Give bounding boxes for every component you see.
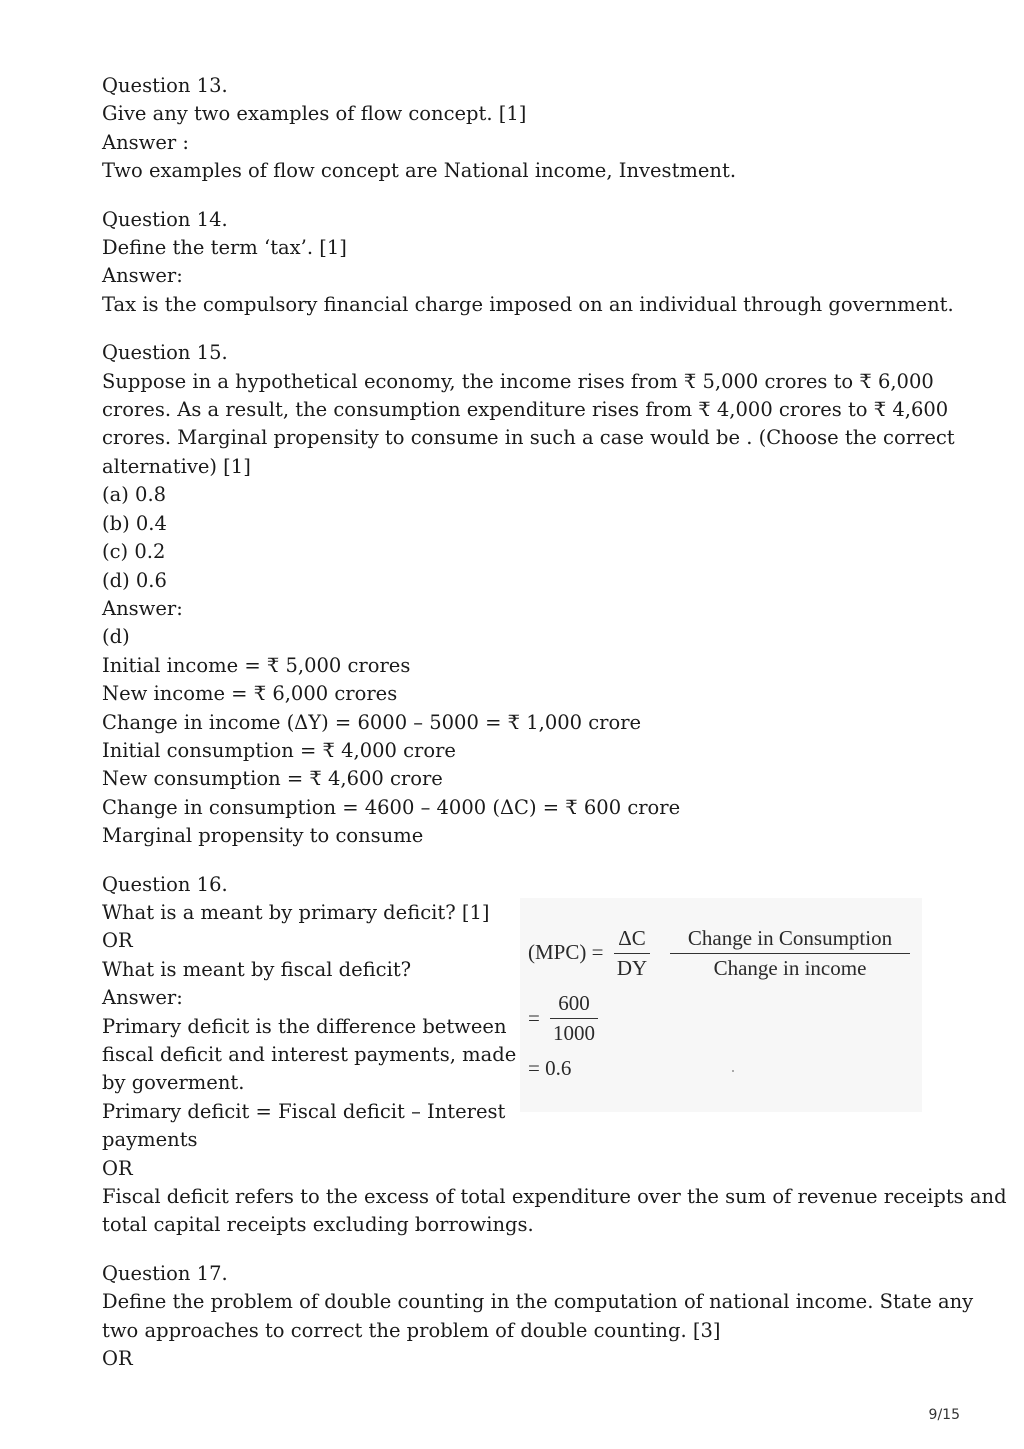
answer-line: (d) — [102, 625, 130, 649]
answer-line: by goverment. — [102, 1071, 245, 1095]
delta-fraction — [614, 926, 650, 981]
question-text: Give any two examples of flow concept. [1] — [102, 102, 527, 126]
option-a: (a) 0.8 — [102, 483, 167, 507]
alt-answer-line: total capital receipts excluding borrowings. — [102, 1213, 534, 1237]
answer-line: Primary deficit = Fiscal deficit – Interest — [102, 1099, 506, 1123]
or-separator: OR — [102, 929, 133, 953]
option-c: (c) 0.2 — [102, 540, 166, 564]
calc-denominator: 1000 — [553, 1021, 595, 1045]
answer-line: Primary deficit is the difference between — [102, 1014, 507, 1038]
question-text-line: crores. Marginal propensity to consume in such a case would be . (Choose the correct — [102, 426, 955, 450]
question-title: Question 17. — [102, 1261, 228, 1285]
answer-label: Answer: — [102, 264, 183, 288]
answer-line: Initial income = ₹ 5,000 crores — [102, 653, 411, 677]
or-separator: OR — [102, 1156, 133, 1180]
answer-line: fiscal deficit and interest payments, made — [102, 1043, 517, 1066]
formula-result: = 0.6 — [528, 1056, 572, 1080]
question-title: Question 14. — [102, 207, 228, 231]
document-page — [102, 72, 1007, 1373]
alt-answer-line: Fiscal deficit refers to the excess of total expenditure over the sum of revenue receipts and — [102, 1185, 1007, 1209]
question-title: Question 15. — [102, 341, 228, 365]
calc-numerator: 600 — [558, 991, 590, 1015]
question-text-line: two approaches to correct the problem of double counting. [3] — [102, 1318, 721, 1342]
question-13 — [102, 72, 922, 186]
question-title: Question 16. — [102, 872, 228, 896]
option-d: (d) 0.6 — [102, 568, 167, 592]
question-15 — [102, 339, 955, 850]
answer-label: Answer: — [102, 596, 183, 620]
question-title: Question 13. — [102, 74, 228, 97]
answer-line: New income = ₹ 6,000 crores — [102, 682, 398, 706]
answer-line: Initial consumption = ₹ 4,000 crore — [102, 738, 456, 762]
delta-denominator: DY — [616, 956, 648, 980]
option-b: (b) 0.4 — [102, 511, 167, 535]
formula-equals: = — [528, 1006, 540, 1030]
formula-lhs: (MPC) = — [528, 940, 604, 964]
or-separator: OR — [102, 1347, 133, 1371]
answer-text: Tax is the compulsory financial charge imposed on an individual through government. — [102, 292, 954, 316]
speck — [732, 1070, 734, 1072]
question-text-line: Suppose in a hypothetical economy, the income rises from ₹ 5,000 crores to ₹ 6,000 — [102, 369, 934, 393]
answer-line: Change in consumption = 4600 – 4000 (ΔC) = ₹ 600 crore — [102, 795, 681, 819]
answer-line: payments — [102, 1128, 198, 1152]
question-text: What is a meant by primary deficit? [1] — [102, 900, 490, 924]
answer-line: Marginal propensity to consume — [102, 824, 424, 848]
question-text-line: alternative) [1] — [102, 454, 251, 478]
question-text: Define the term ‘tax’. [1] — [102, 236, 347, 260]
delta-numerator: ΔC — [618, 926, 646, 950]
question-17 — [102, 1260, 974, 1374]
question-14 — [102, 206, 954, 320]
words-denominator: Change in income — [713, 956, 867, 980]
words-numerator: Change in Consumption — [687, 926, 893, 950]
answer-label: Answer : — [102, 130, 189, 154]
answer-line: New consumption = ₹ 4,600 crore — [102, 767, 443, 791]
question-text-line: crores. As a result, the consumption expenditure rises from ₹ 4,000 crores to ₹ 4,600 — [102, 398, 949, 422]
words-fraction — [670, 926, 910, 981]
answer-text: Two examples of flow concept are National income, Investment. — [102, 159, 737, 183]
alt-question-text: What is meant by fiscal deficit? — [102, 957, 412, 981]
question-text-line: Define the problem of double counting in the computation of national income. State any — [102, 1290, 974, 1314]
mpc-formula-image — [520, 898, 922, 1112]
answer-line: Change in income (ΔY) = 6000 – 5000 = ₹ 1,000 crore — [102, 710, 642, 734]
page-number: 9/15 — [928, 1407, 960, 1423]
calc-fraction — [550, 991, 598, 1046]
answer-label: Answer: — [102, 986, 183, 1010]
